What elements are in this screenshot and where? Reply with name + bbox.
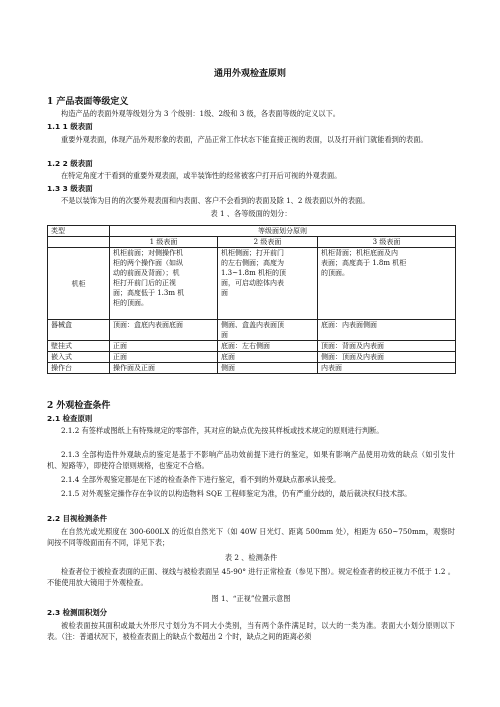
section-1-heading: 1 产品表面等级定义 [47,97,129,107]
table-row-console [48,363,456,374]
box-level-2: 侧面、盒盖内表面顶 面 [218,320,318,341]
cabinet-level-1: 机柜前面；对侧操作机 柜的两个操作面（如纵 动的前面及背面）；机 柜打开前门后的正视 面；高度低于 1.3m 机 柜的顶面。 [110,248,218,320]
clause-2-1-4: 2.1.4 全部外观鉴定都是在下述的检查条件下进行鉴定，看不到的外观缺点都承认接受。 [61,475,341,484]
section-2-heading: 2 外观检查条件 [47,401,111,411]
clause-2-1-3: 2.1.3 全部构造件外观缺点的鉴定是基于不影响产品功效前提下进行的鉴定，如果有影响产品使用功效的缺点（如引发什机、短路等），即使符合原则规格，也鉴定不合格。 [47,450,455,470]
table-row-cabinet [48,248,456,320]
wall-level-2: 底面：左右侧面 [218,341,318,352]
embedded-level-3: 侧面：顶面及内表面 [318,352,456,363]
type-instrument-box: 器械盒 [48,320,110,341]
header-level-3: 3 级表面 [318,237,456,248]
cabinet-level-2: 机柜侧面；打开前门 的左右侧面；高度为 1.3~1.8m 机柜的顶 面，可启动腔体内表 面 [218,248,318,320]
cabinet-level-3: 机柜背面；机柜底面及内 表面；高度高于 1.8m 机柜 的顶面。 [318,248,456,320]
table-header-row [48,226,456,237]
embedded-level-1: 正面 [110,352,218,363]
console-level-2: 侧面 [218,363,318,374]
wall-level-3: 顶面：背面及内表面 [318,341,456,352]
header-grade-principle: 等级面划分原则 [110,226,456,237]
box-level-1: 顶面：盒底内表面底面 [110,320,218,341]
console-level-3: 内表面 [318,363,456,374]
section-2-3-heading: 2.3 检测面积划分 [47,608,108,617]
header-level-1: 1 级表面 [110,237,218,248]
section-2-2-text: 在自然光或光照度在 300-600LX 的近似自然光下（如 40W 日光灯、距离 500mm 处），相距为 650~750mm，观察时间按不同等级面而有不同，详见下表； [47,527,455,547]
table-row-instrument-box [48,320,456,341]
header-level-2: 2 级表面 [218,237,318,248]
header-type: 类型 [48,226,110,237]
section-2-2-heading: 2.2 目视检测条件 [47,514,108,523]
console-level-1: 操作面及正面 [110,363,218,374]
section-1-1-text: 重要外观表面，体现产品外观形象的表面，产品正常工作状态下能直接正视的表面，以及打开前门就能看到的表面。 [61,135,428,144]
section-2-3-text: 被检表面按其面积或最大外形尺寸划分为不同大小类别，当有两个条件满足时，以大的一类为准。表面大小划分原则以下表。（注：普通状况下，被检查表面上的缺点个数超出 2 个时，缺点之间的距离必须 [47,621,455,641]
type-wall-mounted: 壁挂式 [48,341,110,352]
type-console: 操作台 [48,363,110,374]
table-subheader-row [48,237,456,248]
section-1-intro: 构造产品的表面外观等级划分为 3 个级别：1级、2级和 3 级，各表面等级的定义以下。 [61,109,340,118]
document-title: 通用外观检查原则 [213,69,286,79]
clause-2-1-5: 2.1.5 对外观鉴定操作存在争议的以构造物料 SQE 工程师鉴定为准，仍有严重分歧的，最后裁决权归技术部。 [61,489,412,498]
section-1-3-heading: 1.3 3 级表面 [47,184,93,193]
table-2-caption: 表 2 、检测条件 [224,553,278,562]
clause-2-1-2: 2.1.2 有签样或图纸上有特殊规定的零部件，其对应的缺点优先按其样板或技术规定的原则进行判断。 [61,426,384,435]
section-1-2-heading: 1.2 2 级表面 [47,159,93,168]
section-1-1-heading: 1.1 1 级表面 [47,122,93,131]
section-1-2-text: 在特定角度才干看到的重要外观表面，或半装饰性的经常被客户打开后可视的外观表面。 [61,171,342,180]
table-1-caption: 表 1 、各等级面的划分： [210,209,292,218]
type-embedded: 嵌入式 [48,352,110,363]
table-row-wall-mounted [48,341,456,352]
figure-1-caption: 图 1、“正视”位置示意图 [211,594,291,603]
type-cabinet: 机柜 [48,248,110,320]
section-2-1-heading: 2.1 检查原则 [47,414,93,423]
wall-level-1: 正面 [110,341,218,352]
table-row-embedded [48,352,456,363]
embedded-level-2: 底面 [218,352,318,363]
section-2-2-inspector-text: 检查者位于被检查表面的正面、视线与被检表面呈 45-90° 进行正常检查（参见下图）。规定检查者的校正视力不低于 1.2 。不能使用放大镜用于外观检查。 [47,567,455,587]
box-level-3: 底面：内表面侧面 [318,320,456,341]
section-1-3-text: 不是以装饰为目的的次要外观表面和内表面、客户不会看到的表面及除 1、2 级表面以外的表面。 [61,196,370,205]
surface-grade-table [47,225,456,374]
